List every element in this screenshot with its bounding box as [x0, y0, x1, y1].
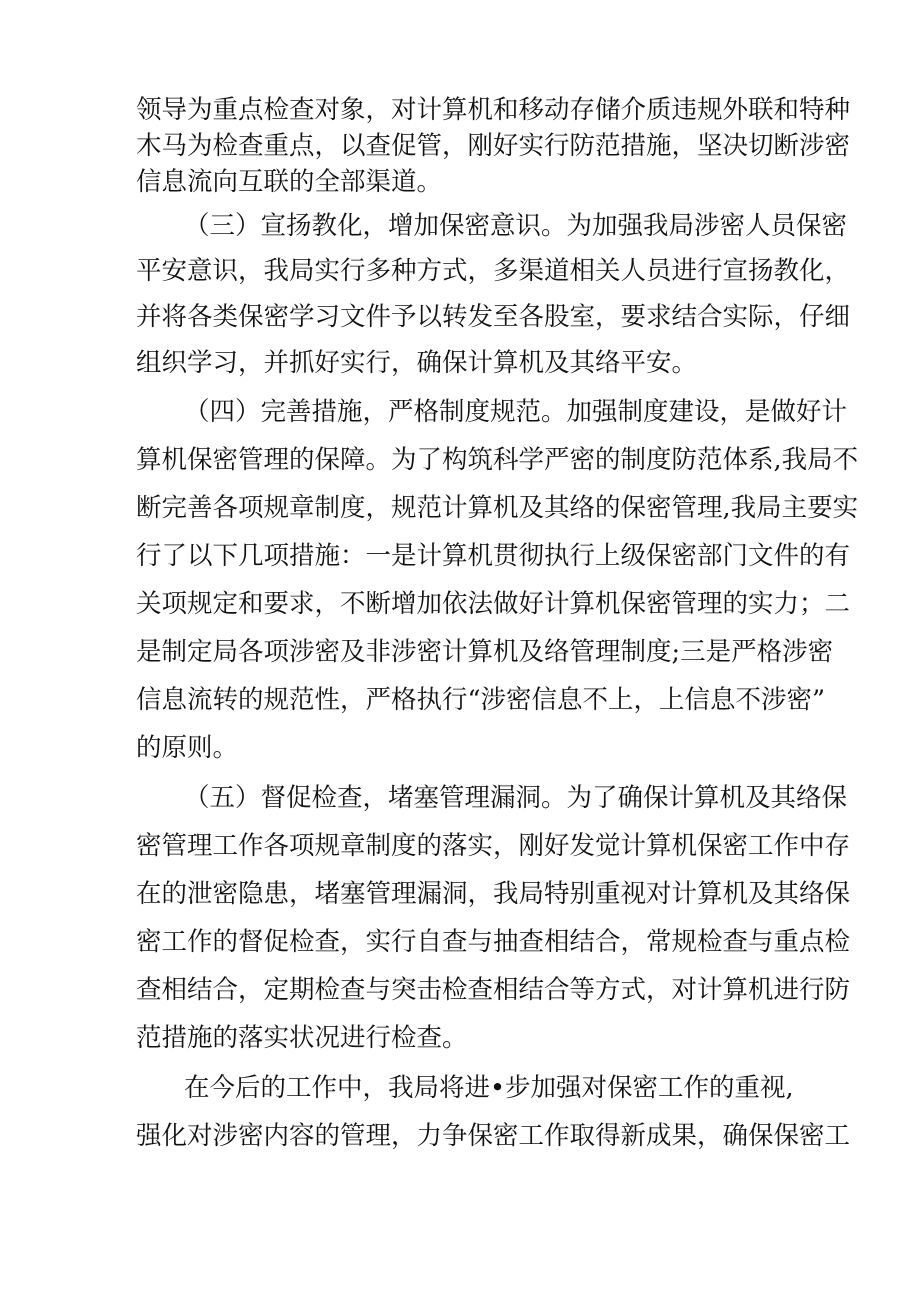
paragraph-heading-3: （三）宣扬教化，增加保密意识。为加强我局涉密人员保密 — [184, 211, 848, 241]
closing-paragraph-start: 在今后的工作中，我局将进•步加强对保密工作的重视, — [184, 1073, 794, 1103]
text-line: 强化对涉密内容的管理，力争保密工作取得新成果，确保保密工 — [136, 1121, 851, 1151]
text-line: 密工作的督促检查，实行自查与抽查相结合，常规检查与重点检 — [136, 927, 851, 957]
text-line: 关项规定和要求，不断增加依法做好计算机保密管理的实力；二 — [136, 589, 851, 619]
text-line: 查相结合，定期检查与突击检查相结合等方式，对计算机进行防 — [136, 975, 851, 1005]
text-line: 信息流向互联的全部渠道。 — [136, 167, 443, 197]
text-line: 信息流转的规范性，严格执行“涉密信息不上，上信息不涉密” — [136, 685, 826, 715]
text-line: 并将各类保密学习文件予以转发至各股室，要求结合实际，仔细 — [136, 302, 851, 332]
text-line: 在的泄密隐患，堵塞管理漏洞，我局特别重视对计算机及其络保 — [136, 879, 851, 909]
text-line: 行了以下几项措施：一是计算机贯彻执行上级保密部门文件的有 — [136, 541, 851, 571]
text-line: 断完善各项规章制度，规范计算机及其络的保密管理,我局主要实 — [136, 493, 859, 523]
text-line: 密管理工作各项规章制度的落实，刚好发觉计算机保密工作中存 — [136, 831, 851, 861]
paragraph-heading-5: （五）督促检查，堵塞管理漏洞。为了确保计算机及其络保 — [184, 783, 848, 813]
text-line: 的原则。 — [136, 733, 239, 763]
text-line: 领导为重点检查对象，对计算机和移动存储介质违规外联和特种 — [136, 95, 851, 125]
text-line: 范措施的落实状况进行检查。 — [136, 1023, 468, 1053]
text-line: 是制定局各项涉密及非涉密计算机及络管理制度;三是严格涉密 — [136, 637, 834, 667]
text-line: 组织学习，并抓好实行，确保计算机及其络平安。 — [136, 348, 698, 378]
paragraph-heading-4: （四）完善措施，严格制度规范。加强制度建设，是做好计 — [184, 397, 848, 427]
text-line: 平安意识，我局实行多种方式，多渠道相关人员进行宣扬教化， — [136, 256, 851, 286]
text-line: 木马为检查重点，以查促管，刚好实行防范措施，坚决切断涉密 — [136, 131, 851, 161]
text-line: 算机保密管理的保障。为了构筑科学严密的制度防范体系,我局不 — [136, 445, 859, 475]
